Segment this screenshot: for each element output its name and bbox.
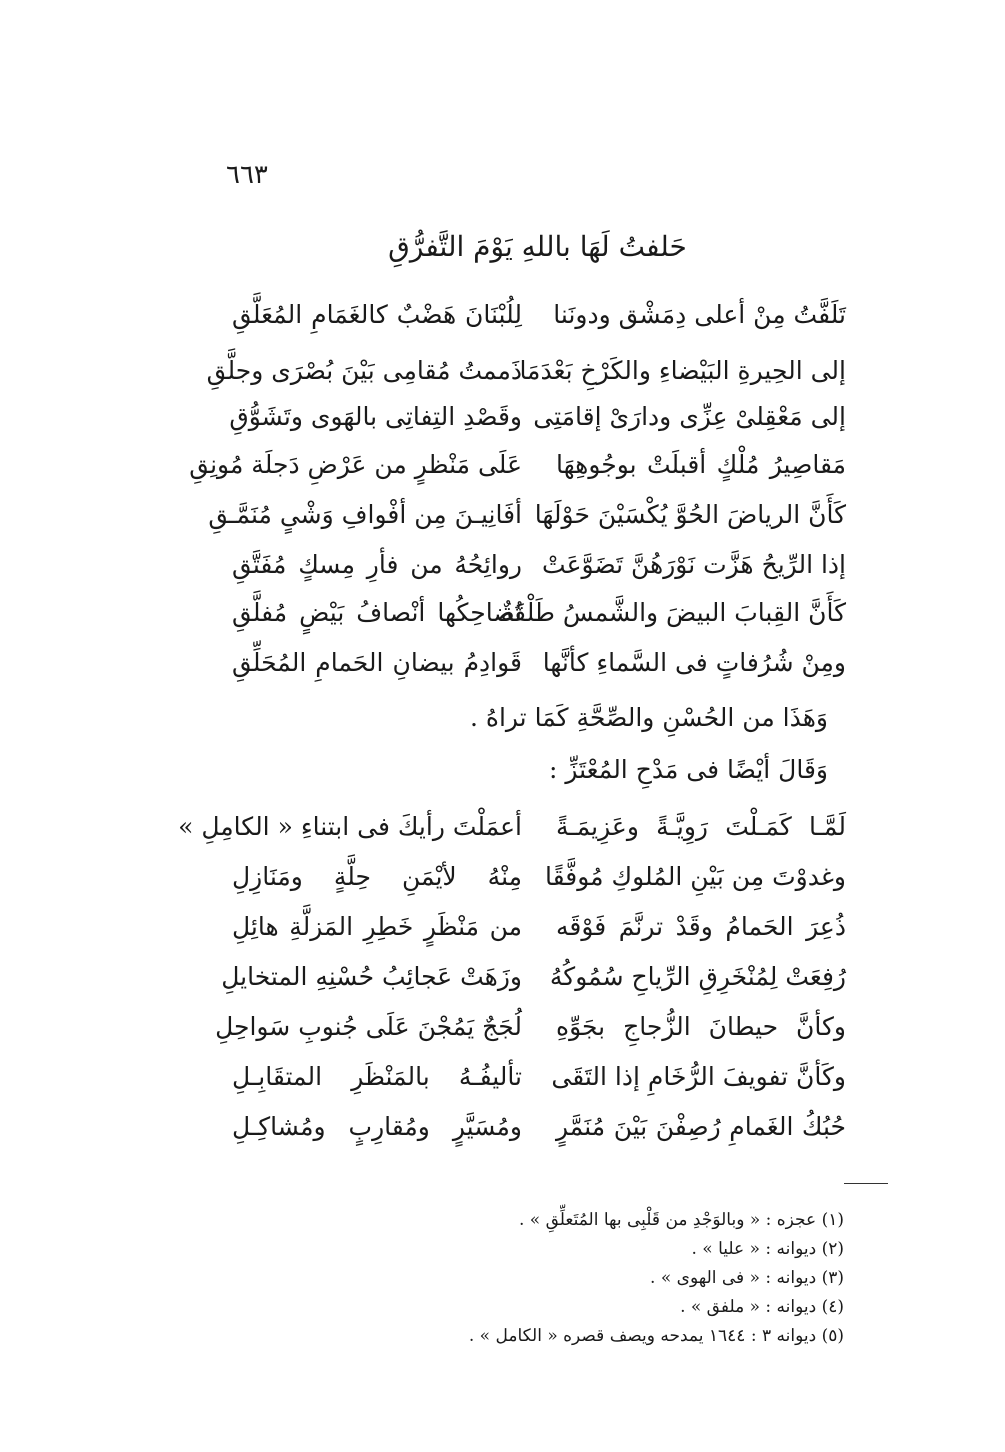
verse-second-hemistich: ومُسَيَّرٍ ومُقارِبٍ ومُشاكِـلِ [232, 1112, 522, 1141]
verse-first-hemistich: لَمَّـا كَمَـلْتَ رَوِيَّـةً وعَزِيمَـةً [556, 812, 846, 841]
verse-line [232, 862, 846, 918]
verse-first-hemistich: تَلَفَّتُ مِنْ أعلى دِمَشْق ودونَنا [553, 300, 846, 329]
verse-line [232, 1112, 846, 1168]
footnote: (٣) ديوانه : « فى الهوى » . [650, 1268, 844, 1288]
verse-line [232, 1062, 846, 1118]
footnote-divider [844, 1183, 888, 1184]
verse-line [178, 812, 846, 868]
verse-line [232, 648, 846, 704]
footnote: (٥) ديوانه ٣ : ١٦٤٤ يمدحه ويصف قصره « الكامل » . [468, 1326, 844, 1346]
verse-first-hemistich: مَقاصِيرُ مُلْكٍ أقبلَتْ بوجُوهِهَا [556, 450, 846, 479]
verse-second-hemistich: أفَانِيـنَ مِن أفْوافِ وَشْىٍ مُنَمَّـقِ [208, 500, 522, 529]
footnote: (٤) ديوانه : « ملفق » . [680, 1297, 844, 1317]
verse-second-hemistich: ذَممتُ مُقامِى بَيْنَ بُصْرَى وجلَّقِ [206, 356, 522, 385]
verse-second-hemistich: من مَنْظَرٍ خَطِرِ المَزلَّةِ هائِلِ [232, 912, 522, 941]
verse-first-hemistich: كَأَنَّ الرياضَ الحُوَّ يُكْسَيْنَ حَوْلَهَا [534, 500, 846, 529]
prose-line: وَقَالَ أيْضًا فى مَدْحِ المُعْتَزِّ : [548, 755, 828, 784]
verse-first-hemistich: إلى مَعْقِلىْ عِزِّى ودارَىْ إقامَتِى [533, 402, 846, 431]
page-number: ٦٦٣ [226, 160, 268, 190]
verse-line [208, 500, 846, 556]
verse-first-hemistich: ومِنْ شُرُفاتٍ فى السَّماءِ كأنَّها [542, 648, 846, 677]
verse-second-hemistich: قَوادِمُ بيضانِ الحَمامِ المُحَلِّقِ [232, 648, 522, 677]
verse-first-hemistich: وكَأنَّ تفويفَ الرُّخَامِ إذا التَقَى [551, 1062, 846, 1091]
verse-second-hemistich: روائِحُهُ من فأرِ مِسكٍ مُفَتَّقِ [232, 550, 522, 579]
verse-second-hemistich: وقَصْدِ التِفاتِى بالهَوى وتَشَوُّقِ [229, 402, 522, 431]
verse-second-hemistich: أعمَلْتَ رأيكَ فى ابتناءِ « الكامِلِ » [178, 812, 522, 841]
poem-title: حَلفتُ لَهَا باللهِ يَوْمَ التَّفرُّقِ [388, 230, 687, 263]
verse-first-hemistich: حُبُكُ الغَمامِ رُصِفْنَ بَيْنَ مُنَمَّرٍ [556, 1112, 846, 1141]
verse-second-hemistich: تأليفُـهُ بالمَنْظَرِ المتقَابِـلِ [232, 1062, 522, 1091]
verse-line [232, 912, 846, 968]
verse-first-hemistich: إذا الرِّيحُ هَزَّت نَوْرَهُنَّ تَضَوَّعَتْ [542, 550, 846, 579]
verse-first-hemistich: كَأَنَّ القِبابَ البيضَ والشَّمسُ طَلْقَةٌ [500, 598, 846, 627]
verse-second-hemistich: عَلَى مَنْظرٍ من عَرْضِ دَجلَة مُونِقِ [189, 450, 522, 479]
footnotes [300, 1206, 844, 1351]
verse-second-hemistich: مِنْهُ لأيْمَنِ حِلَّةٍ ومَنَازِلِ [232, 862, 522, 891]
verse-second-hemistich: تُضاحِكُها أنْصافُ بَيْضٍ مُفلَّقِ [232, 598, 522, 627]
verse-first-hemistich: رُفِعَتْ لِمُنْخَرِقِ الرِّياحِ سُمُوكُهُ [549, 962, 846, 991]
verse-line [221, 962, 846, 1018]
verse-line [215, 1012, 846, 1068]
verse-line [232, 598, 846, 654]
footnote: (٢) ديوانه : « عليا » . [691, 1239, 844, 1259]
verse-line [232, 300, 846, 356]
verse-second-hemistich: وزَهَتْ عَجائِبُ حُسْنِهِ المتخايلِ [221, 962, 522, 991]
verse-first-hemistich: وكأنَّ حيطانَ الزُّجاجِ بجَوِّهِ [556, 1012, 846, 1041]
verse-second-hemistich: لُجَجٌ يَمُجْنَ عَلَى جُنوبِ سَواحِلِ [215, 1012, 522, 1041]
verse-line [189, 450, 846, 506]
verse-first-hemistich: ذُعِرَ الحَمامُ وقَدْ ترنَّمَ فَوْقَه [556, 912, 846, 941]
prose-line: وَهَذَا من الحُسْنِ والصِّحَّةِ كَمَا تراهُ . [469, 703, 828, 732]
verse-second-hemistich: لِلُبْنَانَ هَضْبٌ كالغَمَامِ المُعَلَّقِ [232, 300, 522, 329]
verse-first-hemistich: إلى الحِيرةِ البَيْضاءِ والكَرْخِ بَعْدَمَا [519, 356, 846, 385]
verse-first-hemistich: وغدوْتَ مِن بَيْنِ المُلوكِ مُوفَّقًا [545, 862, 846, 891]
footnote: (١) عجزه : « وبالوَجْدِ من قَلْبِى بها المُتَعلِّقِ » . [518, 1210, 844, 1230]
